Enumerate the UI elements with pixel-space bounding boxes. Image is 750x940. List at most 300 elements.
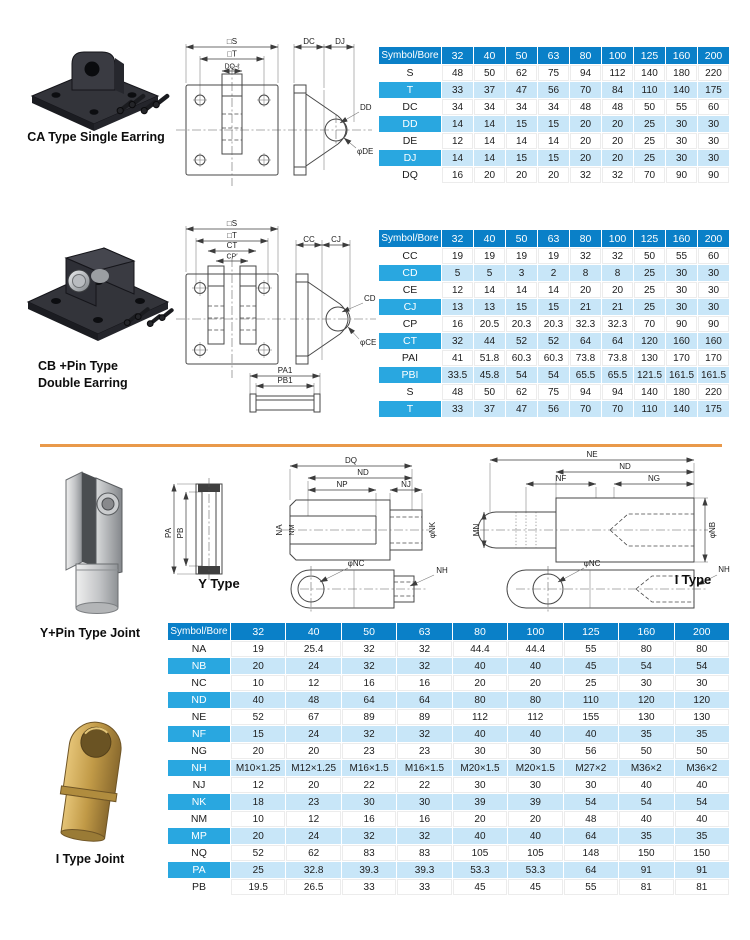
i-type-technical-drawing [460,448,748,612]
bore-column-header: 80 [570,230,601,247]
symbol-cell: NE [168,709,230,725]
value-cell: 170 [666,350,697,366]
value-cell: 55 [666,248,697,264]
bore-column-header: 40 [474,47,505,64]
value-cell: 56 [538,401,569,417]
dim-label-nf: NF [555,474,567,483]
value-cell: 110 [564,692,618,708]
bore-column-header: 160 [619,623,673,640]
symbol-cell: DC [379,99,441,115]
value-cell: 161.5 [698,367,729,383]
dim-label-na: NA [275,524,284,536]
table-row [168,862,729,878]
bore-column-header: 200 [698,230,729,247]
value-cell: 175 [698,82,729,98]
value-cell: 52 [231,845,285,861]
value-cell: 54 [675,794,730,810]
value-cell: 40 [675,811,730,827]
value-cell: 148 [564,845,618,861]
value-cell: 12 [286,811,340,827]
value-cell: 52 [231,709,285,725]
table-row [379,248,729,264]
dim-label-ce: φCE [360,338,377,347]
value-cell: 56 [564,743,618,759]
symbol-cell: DQ [379,167,441,183]
symbol-cell: NM [168,811,230,827]
value-cell: 20 [453,675,507,691]
value-cell: 19 [538,248,569,264]
bore-column-header: 100 [602,47,633,64]
value-cell: 175 [698,401,729,417]
value-cell: 39 [453,794,507,810]
symbol-cell: PBI [379,367,441,383]
value-cell: 54 [675,658,730,674]
value-cell: 37 [474,82,505,98]
table-row [379,167,729,183]
cb-dimension-table [378,229,730,418]
value-cell: 30 [698,282,729,298]
dim-label-np: NP [336,480,348,489]
value-cell: 62 [506,384,537,400]
table-row [168,828,729,844]
bore-column-header: 160 [666,230,697,247]
value-cell: 16 [397,675,451,691]
table-row [379,384,729,400]
value-cell: 20 [602,282,633,298]
value-cell: 13 [442,299,473,315]
value-cell: 24 [286,726,340,742]
value-cell: 44 [474,333,505,349]
dim-label-t: □T [227,49,237,59]
bore-column-header: 160 [666,47,697,64]
value-cell: 21 [602,299,633,315]
dim-label-ne: NE [586,450,598,459]
dim-label-nm: NM [289,524,296,536]
value-cell: 20 [570,133,601,149]
symbol-bore-header: Symbol/Bore [168,623,230,640]
bore-column-header: 40 [474,230,505,247]
value-cell: 40 [619,811,673,827]
dim-label-dj: DJ [335,37,345,46]
bore-column-header: 50 [342,623,396,640]
table-row [379,65,729,81]
value-cell: 15 [506,299,537,315]
value-cell: 44.4 [508,641,562,657]
value-cell: 25 [634,265,665,281]
value-cell: 65.5 [602,367,633,383]
value-cell: 32 [397,658,451,674]
symbol-cell: NH [168,760,230,776]
dim-label-ng: NG [648,474,660,483]
cb-product-label-line1: CB +Pin Type [38,359,118,373]
dimension-table [167,622,730,896]
value-cell: 34 [474,99,505,115]
table-row [379,333,729,349]
value-cell: 70 [602,401,633,417]
dim-label-nb: φNB [708,521,717,539]
value-cell: 20 [508,675,562,691]
ca-technical-drawing [170,30,378,192]
value-cell: 30 [564,777,618,793]
value-cell: 105 [508,845,562,861]
value-cell: 64 [602,333,633,349]
dim-label-pb: PB [176,527,185,539]
value-cell: 14 [506,133,537,149]
value-cell: 52 [538,333,569,349]
value-cell: 52 [506,333,537,349]
value-cell: 47 [506,401,537,417]
bore-column-header: 32 [442,230,473,247]
dim-label-nh: NH [718,565,730,574]
bore-column-header: 100 [508,623,562,640]
value-cell: 14 [474,133,505,149]
value-cell: 150 [675,845,730,861]
value-cell: 81 [619,879,673,895]
value-cell: 30 [675,675,730,691]
symbol-cell: S [379,65,441,81]
dim-label-t: □T [227,231,237,240]
value-cell: 80 [619,641,673,657]
value-cell: 20 [570,282,601,298]
table-header-row [168,623,729,640]
value-cell: 54 [538,367,569,383]
value-cell: 20 [231,743,285,759]
dim-label-pa1: PA1 [277,366,293,375]
value-cell: 19.5 [231,879,285,895]
value-cell: 20 [538,167,569,183]
value-cell: 30 [342,794,396,810]
value-cell: 60.3 [506,350,537,366]
value-cell: 161.5 [666,367,697,383]
symbol-cell: CJ [379,299,441,315]
value-cell: 54 [506,367,537,383]
i-joint-product-label: I Type Joint [55,852,125,866]
value-cell: 32 [442,333,473,349]
value-cell: 14 [442,116,473,132]
value-cell: 25 [634,282,665,298]
value-cell: 120 [619,692,673,708]
symbol-cell: CT [379,333,441,349]
table-row [168,658,729,674]
value-cell: 35 [619,828,673,844]
value-cell: 24 [286,828,340,844]
value-cell: 32 [397,828,451,844]
value-cell: 41 [442,350,473,366]
value-cell: 75 [538,65,569,81]
value-cell: M20×1.5 [508,760,562,776]
value-cell: 25 [634,133,665,149]
value-cell: 33 [442,401,473,417]
value-cell: 33 [442,82,473,98]
symbol-cell: NC [168,675,230,691]
bore-column-header: 80 [453,623,507,640]
i-type-caption: I Type [674,572,712,587]
value-cell: 15 [506,150,537,166]
value-cell: 30 [666,265,697,281]
value-cell: 45 [453,879,507,895]
value-cell: 5 [474,265,505,281]
value-cell: 48 [442,384,473,400]
value-cell: 80 [453,692,507,708]
value-cell: 50 [634,99,665,115]
y-joint-product-image [34,466,146,621]
dim-label-s: □S [226,219,238,228]
symbol-cell: T [379,82,441,98]
value-cell: 15 [538,150,569,166]
value-cell: 32 [342,828,396,844]
cb-product-image [16,238,178,356]
value-cell: 120 [634,333,665,349]
value-cell: 15 [231,726,285,742]
value-cell: 48 [286,692,340,708]
value-cell: M16×1.5 [342,760,396,776]
value-cell: 47 [506,82,537,98]
symbol-cell: NJ [168,777,230,793]
ca-product-image [18,44,173,132]
value-cell: 13 [474,299,505,315]
value-cell: 105 [453,845,507,861]
i-joint-product-image [42,690,142,848]
value-cell: 25 [634,116,665,132]
value-cell: M36×2 [619,760,673,776]
bore-column-header: 125 [634,47,665,64]
symbol-cell: DD [379,116,441,132]
value-cell: 26.5 [286,879,340,895]
dimension-table [378,229,730,418]
bore-column-header: 50 [506,47,537,64]
value-cell: 40 [453,658,507,674]
dim-label-mn: MN [472,523,481,537]
value-cell: 160 [698,333,729,349]
table-row [379,99,729,115]
value-cell: 54 [564,794,618,810]
value-cell: 120 [675,692,730,708]
dim-label-cd: CD [364,294,376,303]
symbol-cell: NF [168,726,230,742]
value-cell: 81 [675,879,730,895]
symbol-bore-header: Symbol/Bore [379,47,441,64]
value-cell: 55 [564,641,618,657]
value-cell: 64 [564,862,618,878]
value-cell: 90 [666,316,697,332]
value-cell: 32 [342,641,396,657]
value-cell: 10 [231,675,285,691]
symbol-cell: DJ [379,150,441,166]
value-cell: 32 [570,167,601,183]
value-cell: 90 [666,167,697,183]
y-type-caption: Y Type [198,576,240,591]
table-row [168,777,729,793]
value-cell: 23 [286,794,340,810]
table-row [168,675,729,691]
value-cell: 30 [698,133,729,149]
dim-label-nk: φNK [428,521,437,539]
table-row [379,116,729,132]
value-cell: 50 [634,248,665,264]
value-cell: 50 [474,65,505,81]
value-cell: 73.8 [570,350,601,366]
value-cell: 3 [506,265,537,281]
value-cell: 35 [619,726,673,742]
value-cell: 180 [666,384,697,400]
value-cell: 40 [675,777,730,793]
value-cell: 20 [602,150,633,166]
value-cell: 40 [453,828,507,844]
dim-label-dq: DQ [345,456,357,465]
value-cell: 14 [474,116,505,132]
value-cell: 34 [506,99,537,115]
value-cell: 54 [619,794,673,810]
value-cell: 60.3 [538,350,569,366]
value-cell: 90 [698,316,729,332]
joint-dimension-table [167,622,730,896]
value-cell: 32 [602,167,633,183]
value-cell: 32 [397,641,451,657]
value-cell: 14 [538,133,569,149]
table-row [379,299,729,315]
value-cell: 90 [698,167,729,183]
value-cell: 35 [675,726,730,742]
value-cell: 39 [508,794,562,810]
value-cell: 16 [342,675,396,691]
value-cell: 25 [231,862,285,878]
value-cell: 60 [698,248,729,264]
value-cell: 45 [564,658,618,674]
value-cell: 89 [342,709,396,725]
value-cell: 30 [666,116,697,132]
cb-product-label-line2: Double Earring [38,376,128,390]
symbol-cell: PB [168,879,230,895]
value-cell: 33.5 [442,367,473,383]
value-cell: 25.4 [286,641,340,657]
symbol-cell: CC [379,248,441,264]
value-cell: 30 [453,743,507,759]
symbol-cell: NA [168,641,230,657]
value-cell: 23 [397,743,451,759]
value-cell: 180 [666,65,697,81]
value-cell: 55 [666,99,697,115]
value-cell: 84 [602,82,633,98]
dim-label-pa: PA [164,527,173,539]
bore-column-header: 63 [538,47,569,64]
value-cell: 45.8 [474,367,505,383]
value-cell: 60 [698,99,729,115]
value-cell: 48 [602,99,633,115]
value-cell: 30 [397,794,451,810]
value-cell: 40 [453,726,507,742]
value-cell: 75 [538,384,569,400]
value-cell: 51.8 [474,350,505,366]
bore-column-header: 200 [675,623,730,640]
dim-label-ct: CT [226,241,238,250]
table-row [379,265,729,281]
value-cell: 40 [508,726,562,742]
bore-column-header: 50 [506,230,537,247]
dim-label-pb1: PB1 [277,376,293,385]
symbol-cell: PA [168,862,230,878]
value-cell: 150 [619,845,673,861]
value-cell: 30 [508,743,562,759]
value-cell: 19 [442,248,473,264]
value-cell: 64 [397,692,451,708]
value-cell: 30 [698,265,729,281]
value-cell: 44.4 [453,641,507,657]
value-cell: 14 [442,150,473,166]
value-cell: 155 [564,709,618,725]
value-cell: M12×1.25 [286,760,340,776]
y-joint-product-label: Y+Pin Type Joint [39,626,141,640]
value-cell: 140 [666,401,697,417]
dim-label-dq: DQ-ℓ [224,63,240,71]
value-cell: 70 [634,167,665,183]
value-cell: 67 [286,709,340,725]
value-cell: 110 [634,82,665,98]
value-cell: 20 [286,743,340,759]
value-cell: 24 [286,658,340,674]
symbol-cell: MP [168,828,230,844]
value-cell: 130 [634,350,665,366]
bore-column-header: 200 [698,47,729,64]
symbol-cell: S [379,384,441,400]
value-cell: 20 [506,167,537,183]
value-cell: 8 [570,265,601,281]
table-row [379,82,729,98]
value-cell: 140 [634,65,665,81]
value-cell: 64 [564,828,618,844]
value-cell: 112 [602,65,633,81]
bore-column-header: 63 [538,230,569,247]
value-cell: 40 [508,658,562,674]
value-cell: 32.8 [286,862,340,878]
value-cell: 62 [506,65,537,81]
value-cell: 15 [538,299,569,315]
value-cell: 32 [602,248,633,264]
value-cell: 160 [666,333,697,349]
value-cell: 32 [342,726,396,742]
value-cell: 40 [619,777,673,793]
value-cell: 130 [675,709,730,725]
value-cell: 12 [286,675,340,691]
value-cell: 23 [342,743,396,759]
value-cell: 20 [231,828,285,844]
value-cell: 220 [698,384,729,400]
value-cell: 20.3 [538,316,569,332]
value-cell: 91 [675,862,730,878]
bore-column-header: 80 [570,47,601,64]
value-cell: 19 [474,248,505,264]
table-row [379,133,729,149]
value-cell: 40 [564,726,618,742]
value-cell: 20.5 [474,316,505,332]
value-cell: 32 [397,726,451,742]
value-cell: 10 [231,811,285,827]
dim-label-nd: ND [619,462,631,471]
symbol-cell: DE [379,133,441,149]
dim-label-nd: ND [357,468,369,477]
value-cell: 20 [570,150,601,166]
value-cell: 40 [508,828,562,844]
value-cell: 20 [602,116,633,132]
value-cell: 140 [634,384,665,400]
value-cell: 110 [634,401,665,417]
value-cell: 33 [397,879,451,895]
bore-column-header: 100 [602,230,633,247]
value-cell: 64 [342,692,396,708]
value-cell: 14 [538,282,569,298]
value-cell: 20 [602,133,633,149]
value-cell: 20 [231,658,285,674]
value-cell: 16 [397,811,451,827]
